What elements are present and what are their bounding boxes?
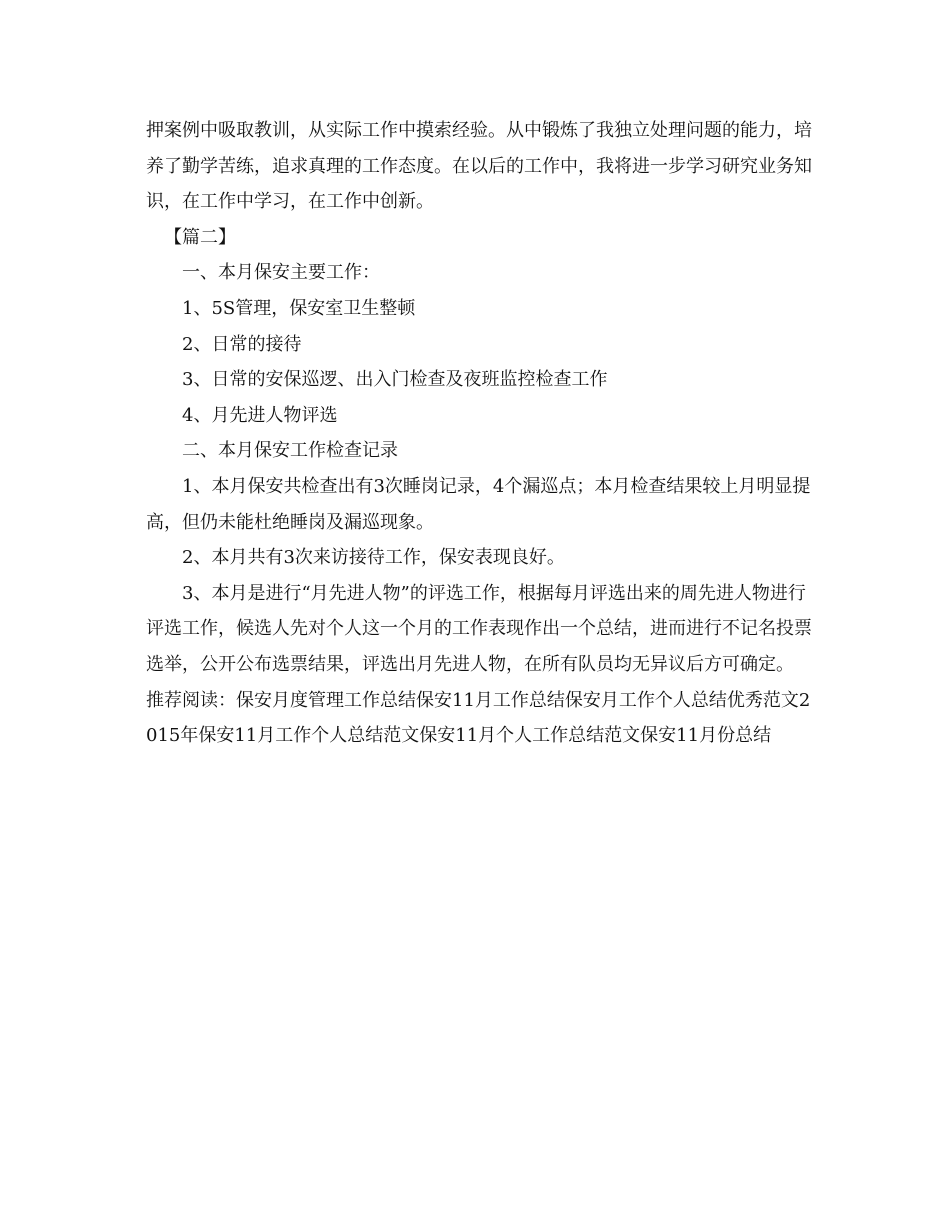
list-item-reception: 2、日常的接待 xyxy=(182,333,302,355)
section-heading-inspection-record: 二、本月保安工作检查记录 xyxy=(182,440,398,462)
recommended-reading: 推荐阅读：保安月度管理工作总结保安11月工作总结保安月工作个人总结优秀范文2015年保安11月工作个人总结范文保安11月个人工作总结范文保安11月份总结 xyxy=(146,689,811,747)
document-body xyxy=(146,113,816,754)
paragraph-intro-continuation: 押案例中吸取教训，从实际工作中摸索经验。从中锻炼了我独立处理问题的能力，培养了勤学苦练，追求真理的工作态度。在以后的工作中，我将进一步学习研究业务知识，在工作中学习，在工作中创新。 xyxy=(146,120,812,213)
list-item-selection: 4、月先进人物评选 xyxy=(182,404,338,426)
paragraph-inspection-3: 3、本月是进行“月先进人物”的评选工作，根据每月评选出来的周先进人物进行评选工作，候选人先对个人这一个月的工作表现作出一个总结，进而进行不记名投票选举，公开公布选票结果，评选出月先进人物，在所有队员均无异议后方可确定。 xyxy=(146,582,812,675)
list-item-patrol: 3、日常的安保巡逻、出入门检查及夜班监控检查工作 xyxy=(182,369,608,391)
section-heading-part-two: 【篇二】 xyxy=(164,226,236,248)
list-item-5s-management: 1、5S管理，保安室卫生整顿 xyxy=(182,297,416,319)
paragraph-inspection-1: 1、本月保安共检查出有3次睡岗记录，4个漏巡点；本月检查结果较上月明显提高，但仍未能杜绝睡岗及漏巡现象。 xyxy=(146,475,811,533)
paragraph-inspection-2: 2、本月共有3次来访接待工作，保安表现良好。 xyxy=(182,547,565,569)
section-heading-main-work: 一、本月保安主要工作： xyxy=(182,262,380,284)
